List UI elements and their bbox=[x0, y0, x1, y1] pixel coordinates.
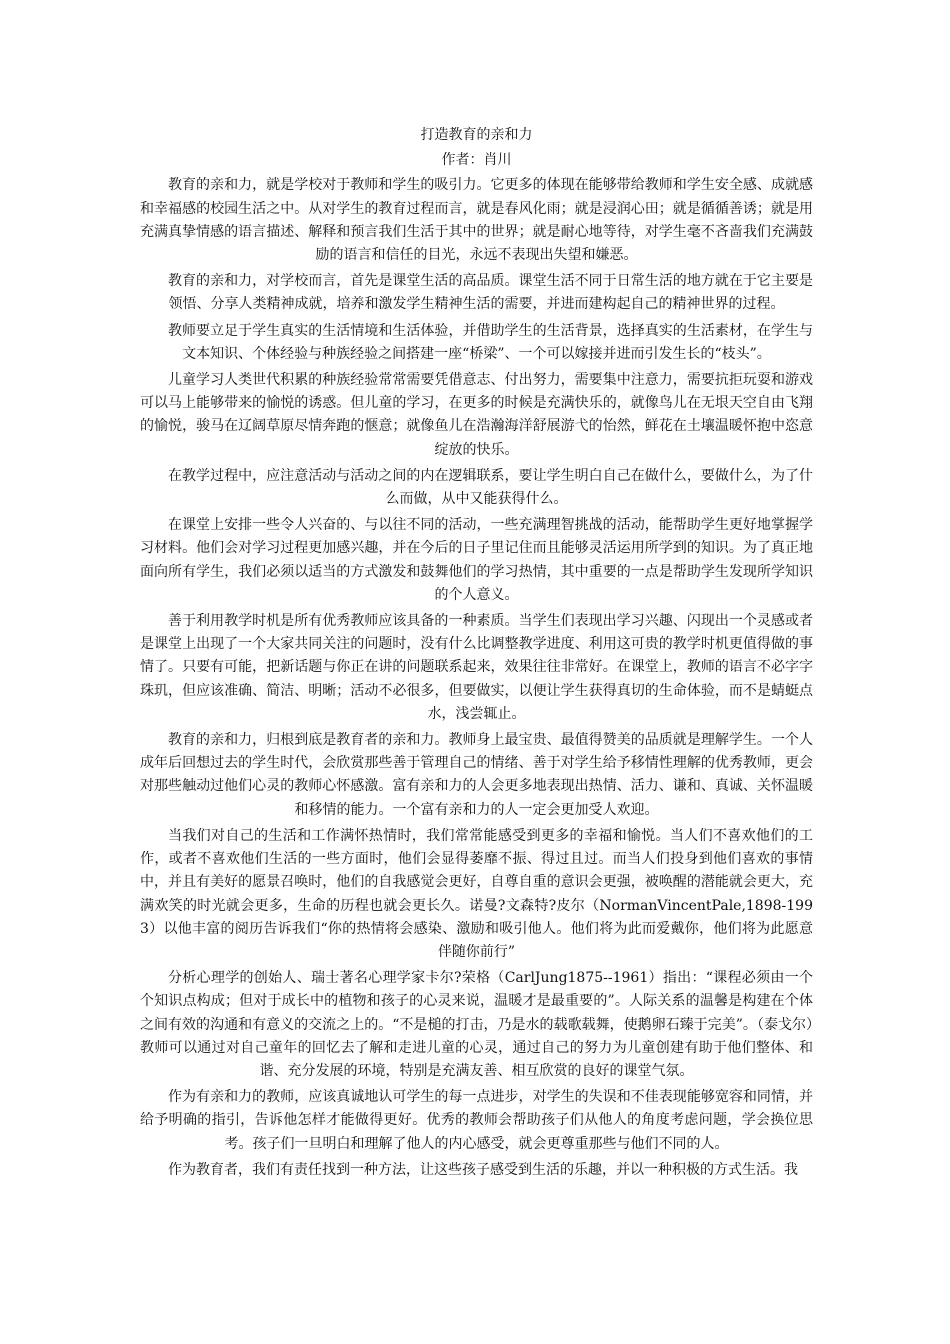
paragraph-6: 在课堂上安排一些令人兴奋的、与以往不同的活动，一些充满理智挑战的活动，能帮助学生更好地掌握学习材料。他们会对学习过程更加感兴趣，并在今后的日子里记住而且能够灵活运用所学到的知识。为了真正地面向所有学生，我们必须以适当的方式激发和鼓舞他们的学习热情，其中重要的一点是帮助学生发现所学知识的个人意义。 bbox=[140, 517, 813, 603]
paragraph-5: 在教学过程中，应注意活动与活动之间的内在逻辑联系，要让学生明白自己在做什么，要做什么，为了什么而做，从中又能获得什么。 bbox=[168, 467, 813, 508]
paragraph-11: 作为有亲和力的教师，应该真诚地认可学生的每一点进步，对学生的失误和不佳表现能够宽容和同情，并给予明确的指引，告诉他怎样才能做得更好。优秀的教师会帮助孩子们从他人的角度考虑问题，学会换位思考。孩子们一旦明白和理解了他人的内心感受，就会更尊重那些与他们不同的人。 bbox=[140, 1089, 813, 1152]
paragraph-12: 作为教育者，我们有责任找到一种方法，让这些孩子感受到生活的乐趣，并以一种积极的方式生活。我 bbox=[168, 1161, 798, 1178]
paragraph-4: 儿童学习人类世代积累的种族经验常常需要凭借意志、付出努力，需要集中注意力，需要抗拒玩耍和游戏可以马上能够带来的愉悦的诱惑。但儿童的学习，在更多的时候是充满快乐的，就像鸟儿在无垠天空自由飞翔的愉悦，骏马在辽阔草原尽情奔跑的惬意；就像鱼儿在浩瀚海洋舒展游弋的怡然，鲜花在土壤温暖怀抱中恣意绽放的快乐。 bbox=[140, 372, 813, 458]
paragraph-7: 善于利用教学时机是所有优秀教师应该具备的一种素质。当学生们表现出学习兴趣、闪现出一个灵感或者是课堂上出现了一个大家共同关注的问题时，没有什么比调整教学进度、利用这可贵的教学时机更值得做的事情了。只要有可能，把新话题与你正在讲的问题联系起来，效果往往非常好。在课堂上，教师的语言不必字字珠玑，但应该准确、简洁、明晰；活动不必很多，但要做实，以便让学生获得真切的生命体验，而不是蜻蜓点水，浅尝辄止。 bbox=[140, 613, 813, 722]
paragraph-9: 当我们对自己的生活和工作满怀热情时，我们常常能感受到更多的幸福和愉悦。当人们不喜欢他们的工作，或者不喜欢他们生活的一些方面时，他们会显得萎靡不振、得过且过。而当人们投身到他们喜欢的事情中，并且有美好的愿景召唤时，他们的自我感觉会更好，自尊自重的意识会更强，被唤醒的潜能就会更大，充满欢笑的时光就会更多，生命的历程也就会更长久。诺曼?文森特?皮尔（NormanVincentPale,1898-1993）以他丰富的阅历告诉我们“你的热情将会感染、激励和吸引他人。他们将为此而爱戴你，他们将为此愿意伴随你前行” bbox=[140, 827, 813, 960]
paragraph-3: 教师要立足于学生真实的生活情境和生活体验，并借助学生的生活背景，选择真实的生活素材，在学生与文本知识、个体经验与种族经验之间搭建一座“桥梁”、一个可以嫁接并进而引发生长的“枝头”。 bbox=[168, 322, 813, 362]
paragraph-2: 教育的亲和力，对学校而言，首先是课堂生活的高品质。课堂生活不同于日常生活的地方就在于它主要是领悟、分享人类精神成就，培养和激发学生精神生活的需要，并进而建构起自己的精神世界的过程。 bbox=[168, 273, 813, 313]
document-author: 作者：肖川 bbox=[441, 152, 512, 169]
paragraph-8: 教育的亲和力，归根到底是教育者的亲和力。教师身上最宝贵、最值得赞美的品质就是理解学生。一个人成年后回想过去的学生时代，会欣赏那些善于管理自己的情绪、善于对学生给予移情性理解的优秀教师，更会对那些触动过他们心灵的教师心怀感激。富有亲和力的人会更多地表现出热情、活力、谦和、真诚、关怀温暖和移情的能力。一个富有亲和力的人一定会更加受人欢迎。 bbox=[140, 732, 813, 818]
paragraph-1: 教育的亲和力，就是学校对于教师和学生的吸引力。它更多的体现在能够带给教师和学生安全感、成就感和幸福感的校园生活之中。从对学生的教育过程而言，就是春风化雨；就是浸润心田；就是循循善诱；就是用充满真挚情感的语言描述、解释和预言我们生活于其中的世界；就是耐心地等待，对学生毫不吝啬我们充满鼓励的语言和信任的目光，永远不表现出失望和嫌恶。 bbox=[140, 177, 813, 264]
paragraph-10: 分析心理学的创始人、瑞士著名心理学家卡尔?荣格（CarlJung1875--1961）指出：“课程必须由一个个知识点构成；但对于成长中的植物和孩子的心灵来说，温暖才是最重要的”。人际关系的温馨是构建在个体之间有效的沟通和有意义的交流之上的。“不是槌的打击，乃是水的载歌载舞，使鹅卵石臻于完美”。（泰戈尔）教师可以通过对自己童年的回忆去了解和走进儿童的心灵，通过自己的努力为儿童创建有助于他们整体、和谐、充分发展的环境，特别是充满友善、相互欣赏的良好的课堂气氛。 bbox=[140, 970, 813, 1079]
document-title: 打造教育的亲和力 bbox=[420, 127, 533, 143]
